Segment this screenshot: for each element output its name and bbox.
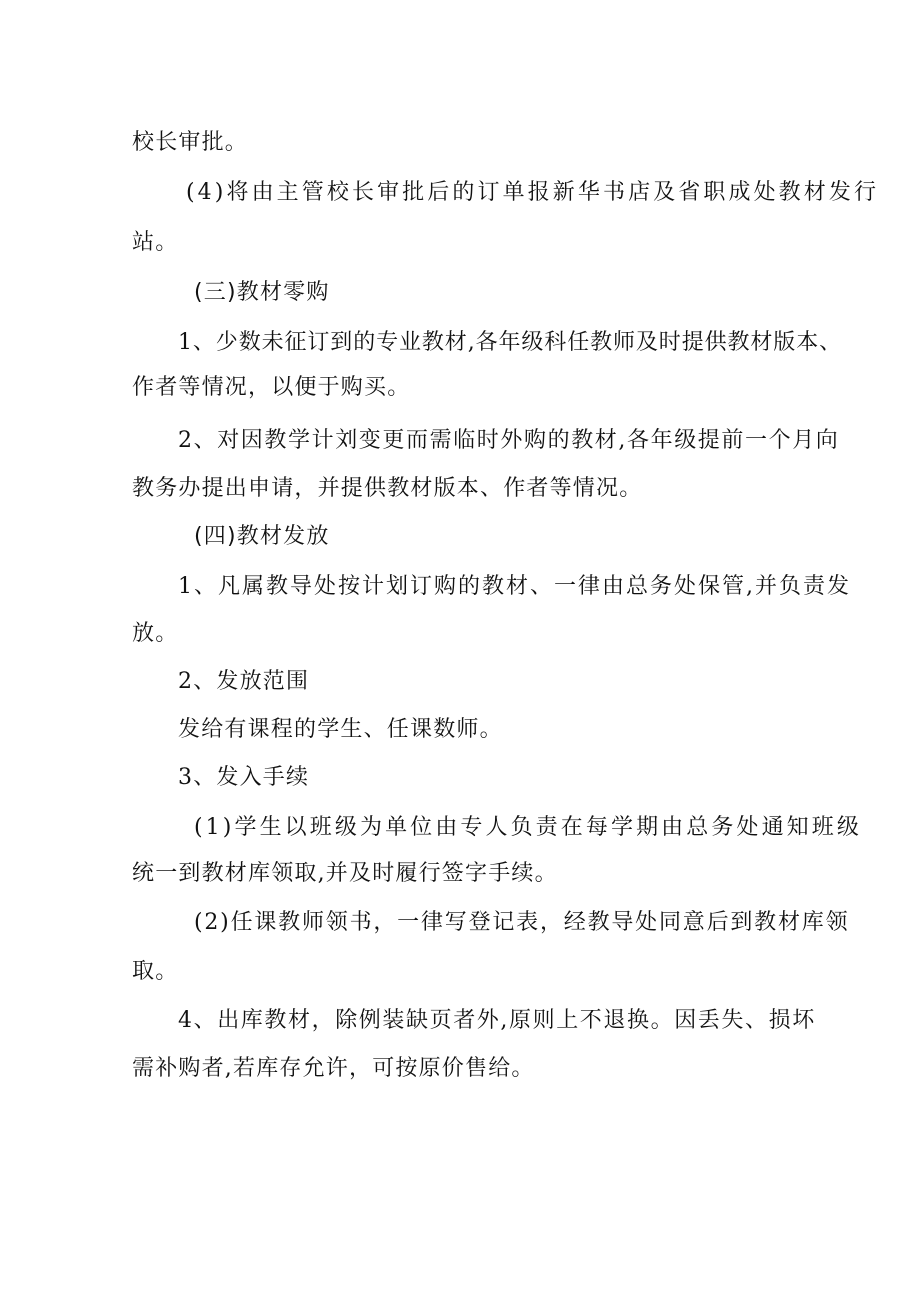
text-line: 2、发放范围 [178, 669, 310, 694]
text-line: 3、发入手续 [178, 765, 310, 790]
text-line: 1、少数未征订到的专业教材,各年级科任教师及时提供教材版本、 [178, 330, 842, 355]
text-line: 1、凡属教导处按计划订购的教材、一律由总务处保管,并负责发 [178, 574, 851, 599]
text-line: 4、出库教材，除例装缺页者外,原则上不退换。因丢失、损坏 [178, 1008, 816, 1033]
text-line: 需补购者,若库存允许，可按原价售给。 [132, 1056, 535, 1081]
text-line: 取。 [132, 959, 179, 984]
section-heading: (三)教材零购 [194, 280, 330, 305]
text-line: 统一到教材库领取,并及时履行签字手续。 [132, 861, 558, 886]
text-line: 站。 [132, 230, 179, 255]
section-heading: (四)教材发放 [194, 524, 330, 549]
text-line: 发给有课程的学生、任课数师。 [178, 717, 503, 742]
text-line: 教务办提出申请，并提供教材版本、作者等情况。 [132, 476, 643, 501]
text-line: 作者等情况，以便于购买。 [132, 375, 411, 400]
text-line: (2)任课教师领书，一律写登记表，经教导处同意后到教材库领 [194, 910, 850, 935]
text-line: (1)学生以班级为单位由专人负责在每学期由总务处通知班级 [194, 815, 862, 840]
text-line: (4)将由主管校长审批后的订单报新华书店及省职成处教材发行 [186, 180, 880, 205]
text-line: 2、对因教学计刘变更而需临时外购的教材,各年级提前一个月向 [178, 428, 840, 453]
text-line: 放。 [132, 621, 179, 646]
text-line: 校长审批。 [132, 130, 249, 155]
